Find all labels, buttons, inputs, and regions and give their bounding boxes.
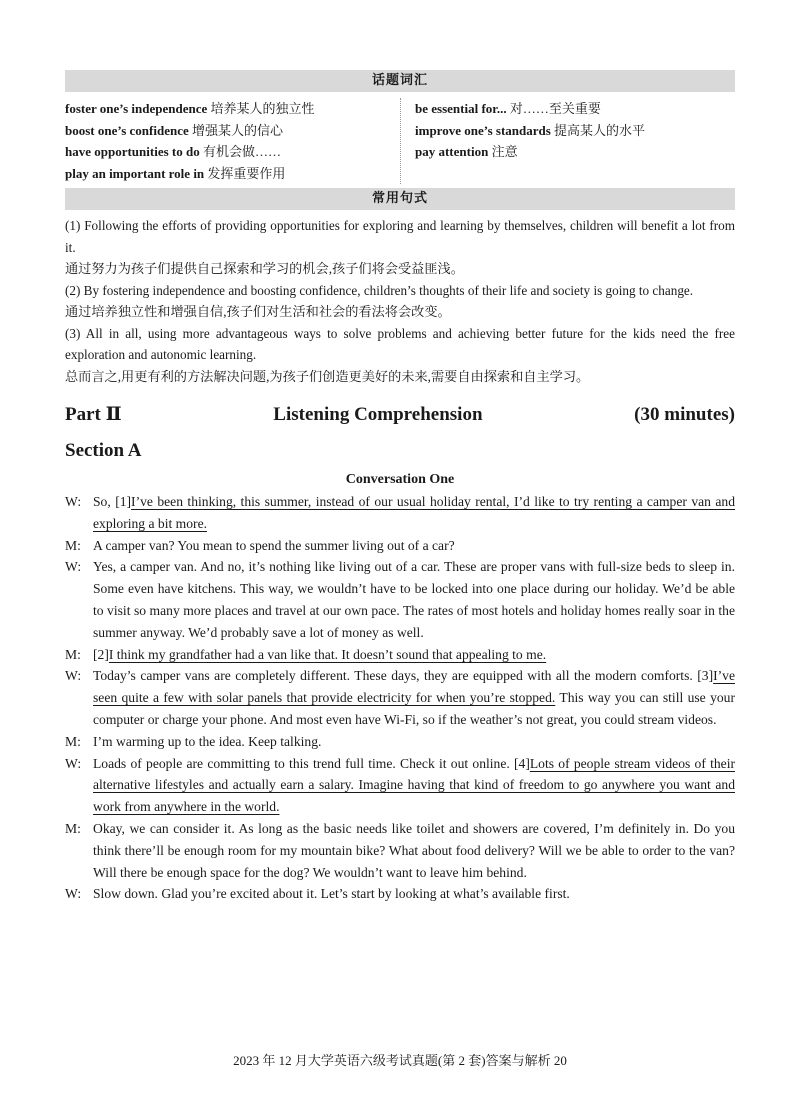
dialog-turn: W: Yes, a camper van. And no, it’s nothing like living out of a car. These are proper vans with full-size beds to sleep in. Some even have kitchens. This way, we wouldn’t have to be locked into one place during our holiday. We’d be able to visit so many more places and travel at our own pace. The rates of most hotels and holiday homes really soar in the summer anyway. We’d probably save a lot of money as well. xyxy=(65,556,735,643)
page-footer: 2023 年 12 月大学英语六级考试真题(第 2 套)答案与解析 20 xyxy=(233,1053,567,1068)
question-tag: [4] xyxy=(514,755,530,771)
dialog-turn: W: Slow down. Glad you’re excited about it. Let’s start by looking at what’s available first. xyxy=(65,883,735,905)
vocab-item: play an important role in 发挥重要作用 xyxy=(65,165,286,181)
dialog-turn: M: A camper van? You mean to spend the summer living out of a car? xyxy=(65,535,735,557)
part-heading xyxy=(65,403,735,426)
part-time: (30 minutes) xyxy=(634,404,735,425)
sentence-en: (1) Following the efforts of providing opportunities for exploring and learning by themselves, children will benefit a lot from it. xyxy=(65,218,735,255)
dialog-turn: W: Loads of people are committing to this trend full time. Check it out online. [4]Lots of people stream videos of their alternative lifestyles and actually earn a salary. Imagine having that kind of freedom to go anywhere you want and work from anywhere in the world. xyxy=(65,753,735,818)
speaker: W: xyxy=(65,886,82,902)
dialog xyxy=(65,491,735,905)
vocab-item: foster one’s independence 培养某人的独立性 xyxy=(65,101,315,116)
dialog-turn xyxy=(65,644,735,666)
speaker: W: xyxy=(65,668,82,684)
underlined-answer: I think my grandfather had a van like that. It doesn’t sound that appealing to me. xyxy=(108,646,547,662)
section-heading: Section A xyxy=(65,440,142,461)
speaker: M: xyxy=(65,537,81,553)
vocab-item: have opportunities to do 有机会做…… xyxy=(65,144,281,159)
sentence-en: (2) By fostering independence and boosting confidence, children’s thoughts of their life and society is going to change. xyxy=(65,282,694,298)
vocab-item: pay attention 注意 xyxy=(415,144,518,159)
question-tag: [1] xyxy=(115,494,132,509)
underlined-answer: Lots of people stream videos of their alternative lifestyles and actually earn a salary. Imagine having that kind of freedom to go anywhere you want and work from anywhere in the world. xyxy=(93,755,735,815)
vocab-item: be essential for... 对……至关重要 xyxy=(415,101,601,116)
part-title: Listening Comprehension xyxy=(273,404,483,425)
conversation-title: Conversation One xyxy=(345,472,455,487)
vocab-right-column xyxy=(401,98,645,184)
speaker: M: xyxy=(65,733,81,749)
page-content xyxy=(65,70,735,905)
speaker: W: xyxy=(65,494,82,509)
speaker: W: xyxy=(65,559,82,575)
speaker: W: xyxy=(65,755,82,771)
topic-vocab-header: 话题词汇 xyxy=(65,70,735,92)
sentence-en: (3) All in all, using more advantageous ways to solve problems and achieving better future for the kids need the free exploration and autonomic learning. xyxy=(65,325,735,362)
underlined-answer: I’ve been thinking, this summer, instead of our usual holiday rental, I’d like to try renting a camper van and exploring a bit more. xyxy=(93,494,736,531)
vocab-left-column xyxy=(65,98,401,184)
speaker: M: xyxy=(65,646,81,662)
question-tag: [3] xyxy=(697,668,714,684)
question-tag: [2] xyxy=(93,646,109,662)
part-label: Part Ⅱ xyxy=(65,404,122,425)
topic-vocab-table xyxy=(65,92,735,188)
underlined-answer: I’ve seen quite a few with solar panels that provide electricity for when you’re stopped. xyxy=(93,668,735,706)
sentence-zh: 通过努力为孩子们提供自己探索和学习的机会,孩子们将会受益匪浅。 xyxy=(65,261,464,276)
sentence-zh: 总而言之,用更有利的方法解决问题,为孩子们创造更美好的未来,需要自由探索和自主学习。 xyxy=(65,368,590,384)
dialog-turn: M: Okay, we can consider it. As long as the basic needs like toilet and showers are covered, I’m definitely in. Do you think there’ll be enough room for my mountain bike? What about food delivery? Will we be able to order to the van? Will there be enough space for the dog? We wouldn’t want to leave him behind. xyxy=(65,818,735,883)
sentence-patterns-list xyxy=(65,210,735,387)
dialog-turn: M: I’m warming up to the idea. Keep talking. xyxy=(65,731,735,753)
sentence-patterns-header: 常用句式 xyxy=(65,188,735,210)
speaker: M: xyxy=(65,820,81,836)
dialog-turn: W: Today’s camper vans are completely different. These days, they are equipped with all the modern comforts. [3]I’ve seen quite a few with solar panels that provide electricity for when you’re stopped. This way you can still use your computer or charge your phone. And most even have Wi-Fi, so if the weather’s not great, you could stream videos. xyxy=(65,665,735,730)
dialog-turn: W: So, [1]I’ve been thinking, this summer, instead of our usual holiday rental, I’d like to try renting a camper van and exploring a bit more. xyxy=(65,491,735,535)
sentence-zh: 通过培养独立性和增强自信,孩子们对生活和社会的看法将会改变。 xyxy=(65,304,451,319)
vocab-item: boost one’s confidence 增强某人的信心 xyxy=(65,122,284,138)
vocab-item: improve one’s standards 提高某人的水平 xyxy=(415,122,646,138)
